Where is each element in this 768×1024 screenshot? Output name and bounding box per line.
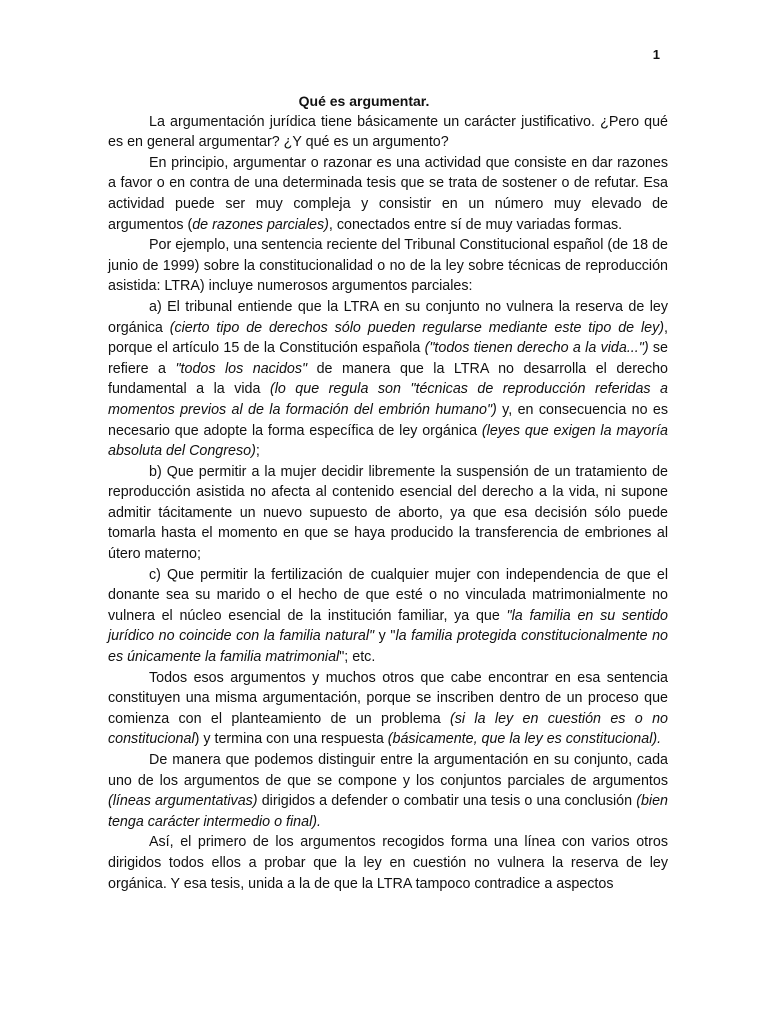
text-run: Por ejemplo, una sentencia reciente del Tribunal Constitucional español (de 18 de junio de 1999) sobre la constitucionalidad o no de la ley sobre técnicas de reproducción asistida: LTRA) incluye numerosos argumentos parciales: — [108, 237, 668, 295]
text-run: ) y termina con una respuesta — [194, 731, 388, 748]
italic-text-run: de razones parciales) — [192, 216, 329, 233]
text-run: De manera que podemos distinguir entre la argumentación en su conjunto, cada uno de los argumentos de que se compone y los conjuntos parciales de argumentos — [108, 752, 668, 789]
paragraph — [108, 832, 668, 894]
page-number: 1 — [652, 47, 660, 62]
italic-text-run: "todos los nacidos" — [175, 360, 308, 377]
paragraph — [108, 297, 668, 462]
italic-text-run: la familia protegida constitucionalmente no es únicamente la familia matrimonial — [108, 628, 668, 666]
text-run: , conectados entre sí de muy variadas formas. — [328, 216, 623, 233]
italic-text-run: (lo que regula son "técnicas de reproducción referidas a momentos previos al de la formación del embrión humano") — [108, 381, 668, 418]
text-run: de manera que la LTRA no desarrolla el derecho fundamental a la vida — [108, 360, 669, 398]
text-run: ; — [255, 443, 260, 460]
italic-text-run: (líneas argumentativas) — [108, 793, 258, 810]
text-run: "; etc. — [339, 649, 376, 666]
text-run: Así, el primero de los argumentos recogidos forma una línea con varios otros dirigidos todos ellos a probar que la ley en cuestión no vulnera la reserva de ley orgánica. Y esa tesis, unida a la de que la LTRA tampoco contradice a aspectos — [108, 834, 668, 892]
text-run: c) Que permitir la fertilización de cualquier mujer con independencia de que el donante sea su marido o el hecho de que esté o no vinculada matrimonialmente no vulnera el núcleo esencial de la institución familiar, ya que — [108, 566, 668, 624]
text-run: a) El tribunal entiende que la LTRA en su conjunto no vulnera la reserva de ley orgánica — [108, 298, 668, 336]
italic-text-run: (bien tenga carácter intermedio o final). — [108, 793, 668, 830]
text-run: La argumentación jurídica tiene básicamente un carácter justificativo. ¿Pero qué es en general argumentar? ¿Y qué es un argumento? — [108, 113, 668, 151]
paragraph — [108, 565, 668, 668]
italic-text-run: (leyes que exigen la mayoría absoluta del Congreso) — [108, 422, 669, 460]
text-run: y, en consecuencia no es necesario que adopte la forma específica de ley orgánica — [108, 401, 668, 439]
paragraph — [108, 668, 668, 750]
text-run: se refiere a — [108, 340, 668, 377]
text-run: b) Que permitir a la mujer decidir libremente la suspensión de un tratamiento de reproducción asistida no afecta al contenido esencial del derecho a la vida, ni supone admitir tácitamente un nuevo supuesto de aborto, ya que esa decisión sólo puede tomarla hasta el momento en que se haya producido la transferencia de embriones al útero materno; — [108, 463, 668, 563]
text-run: , porque el artículo 15 de la Constitución española — [108, 319, 668, 357]
text-run: y " — [374, 628, 396, 645]
paragraph — [108, 112, 668, 153]
paragraph — [108, 462, 668, 565]
paragraphs-container — [108, 112, 668, 895]
text-run: dirigidos a defender o combatir una tesis o una conclusión — [257, 793, 637, 810]
text-run: Todos esos argumentos y muchos otros que cabe encontrar en esa sentencia constituyen una misma argumentación, porque se inscriben dentro de un proceso que comienza con el planteamiento de un problema — [108, 669, 668, 727]
paragraph — [108, 750, 668, 832]
italic-text-run: (cierto tipo de derechos sólo pueden regularse mediante este tipo de ley) — [169, 319, 664, 336]
text-run: En principio, argumentar o razonar es una actividad que consiste en dar razones a favor o en contra de una determinada tesis que se trata de sostener o de refutar. Esa actividad puede ser muy compleja y consistir en un número muy elevado de argumentos ( — [108, 154, 668, 233]
italic-text-run: (básicamente, que la ley es constitucional). — [387, 731, 662, 748]
paragraph — [108, 235, 668, 297]
paragraph — [108, 153, 668, 235]
document-body — [108, 91, 668, 894]
italic-text-run: ("todos tienen derecho a la vida...") — [424, 340, 649, 357]
document-title: Qué es argumentar. — [298, 93, 430, 109]
italic-text-run: (si la ley en cuestión es o no constitucional — [108, 710, 668, 748]
italic-text-run: "la familia en su sentido jurídico no coincide con la familia natural" — [108, 607, 668, 645]
